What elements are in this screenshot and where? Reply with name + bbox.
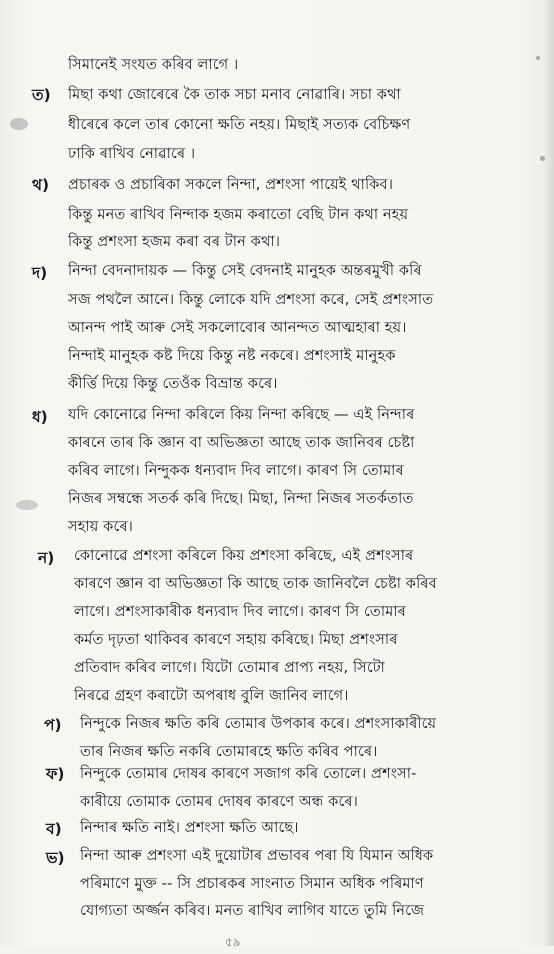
item-line: কিন্তু মনত ৰাখিব নিন্দাক হজম কৰাতো বেছি টান কথা নহয় [68,206,409,223]
scan-speck [540,156,545,161]
item-marker: ন) [38,549,55,567]
item-line: নিন্দাই মানুহক কষ্ট দিয়ে কিন্তু নষ্ট নকৰে। প্ৰশংসাই মানুহক [68,347,396,364]
item-line: নিন্দা আৰু প্ৰশংসা এই দুয়োটাৰ প্ৰভাবৰ পৰা যি যিমান অধিক [80,847,434,864]
item-line: আনন্দ পাই আৰু সেই সকলোবোৰ আনন্দত আত্মহাৰা হয়। [68,319,407,336]
item-line: নিন্দুকে তোমাৰ দোষৰ কাৰণে সজাগ কৰি তোলে। প্ৰশংসা- [80,765,417,782]
item-line: লাগে। প্ৰশংসাকাৰীক ধন্যবাদ দিব লাগে। কাৰণ সি তোমাৰ [74,603,406,620]
item-line: কোনোৱে প্ৰশংসা কৰিলে কিয় প্ৰশংসা কৰিছে, এই প্ৰশংসাৰ [74,547,414,564]
item-line: যোগ্যতা অৰ্জ্জন কৰিব। মনত ৰাখিব লাগিব যাতে তুমি নিজে [80,902,425,919]
item-line: যদি কোনোৱে নিন্দা কৰিলে কিয় নিন্দা কৰিছে — এই নিন্দাৰ [68,406,415,423]
scan-speck [536,56,540,60]
item-line: নিন্দুকে নিজৰ ক্ষতি কৰি তোমাৰ উপকাৰ কৰে। প্ৰশংসাকাৰীয়ে [80,715,437,732]
item-line: প্ৰচাৰক ও প্ৰচাৰিকা সকলে নিন্দা, প্ৰশংসা পায়েই থাকিব। [68,176,394,193]
item-line: নিৰৱে গ্ৰহণ কৰাটো অপৰাধ বুলি জানিব লাগে। [74,687,349,704]
item-marker: প) [44,716,62,734]
item-marker: ধ) [32,408,48,426]
item-line: কৰ্মত দৃঢ়তা থাকিবৰ কাৰণে সহায় কৰিছে। মিছা প্ৰশংসাৰ [74,631,398,648]
item-line: প্ৰতিবাদ কৰিব লাগে। যিটো তোমাৰ প্ৰাপ্য নহয়, সিটো [74,659,386,676]
page-edge-shadow [544,0,554,946]
item-line: ধীৰেৰে কলে তাৰ কোনো ক্ষতি নহয়। মিছাই সত্যক বেচিক্ষণ [68,116,411,133]
item-line: কৰিব লাগে। নিন্দুকক ধন্যবাদ দিব লাগে। কাৰণ সি তোমাৰ [68,462,404,479]
item-line: নিন্দা বেদনাদায়ক — কিন্তু সেই বেদনাই মানুহক অন্তৰমুখী কৰি [68,262,422,279]
page-number: ৫৯ [225,935,241,949]
item-line: নিন্দাৰ ক্ষতি নাই। প্ৰশংসা ক্ষতি আছে। [80,819,299,836]
item-marker: ভ) [46,849,65,867]
item-line: কাৰীয়ে তোমাক তোমৰ দোষৰ কাৰণে অন্ধ কৰে। [80,793,358,810]
intro-line: সিমানেই সংযত কৰিব লাগে । [68,56,239,73]
item-line: কাৰনে তাৰ কি জ্ঞান বা অভিজ্ঞতা আছে তাক জানিবৰ চেষ্টা [68,434,415,451]
item-marker: থ) [32,176,50,194]
item-line: সহায় কৰে। [68,518,133,535]
item-line: কীৰ্ত্তি দিয়ে কিন্তু তেওঁক বিভ্ৰান্ত কৰে। [68,375,278,392]
item-marker: ত) [32,86,51,104]
item-line: সজ পথলৈ আনে। কিন্তু লোকে যদি প্ৰশংসা কৰে, সেই প্ৰশংসাত [68,291,434,308]
scan-speck [10,118,28,130]
item-line: কাৰণে জ্ঞান বা অভিজ্ঞতা কি আছে তাক জানিবলৈ চেষ্টা কৰিব [74,575,437,592]
item-line: পৰিমাণে মুক্ত -- সি প্ৰচাৰকৰ সাংনাত সিমান অধিক পৰিমাণ [80,875,424,892]
item-line: ঢাকি ৰাখিব নোৱাৰে । [68,145,196,162]
scan-speck [16,500,38,510]
item-marker: ফ) [46,765,65,783]
item-marker: দ) [32,264,48,282]
item-line: কিন্তু প্ৰশংসা হজম কৰা বৰ টান কথা। [68,233,281,250]
item-marker: ব) [46,820,62,838]
item-line: মিছা কথা জোৰেৰে কৈ তাক সচা মনাব নোৱাৰি। সচা কথা [68,86,401,103]
item-line: তাৰ নিজৰ ক্ষতি নকৰি তোমাৰহে ক্ষতি কৰিব পাৰে। [80,743,378,760]
item-line: নিজৰ সম্বন্ধে সতৰ্ক কৰি দিছে। মিছা, নিন্দা নিজৰ সতৰ্কতাত [68,490,414,507]
